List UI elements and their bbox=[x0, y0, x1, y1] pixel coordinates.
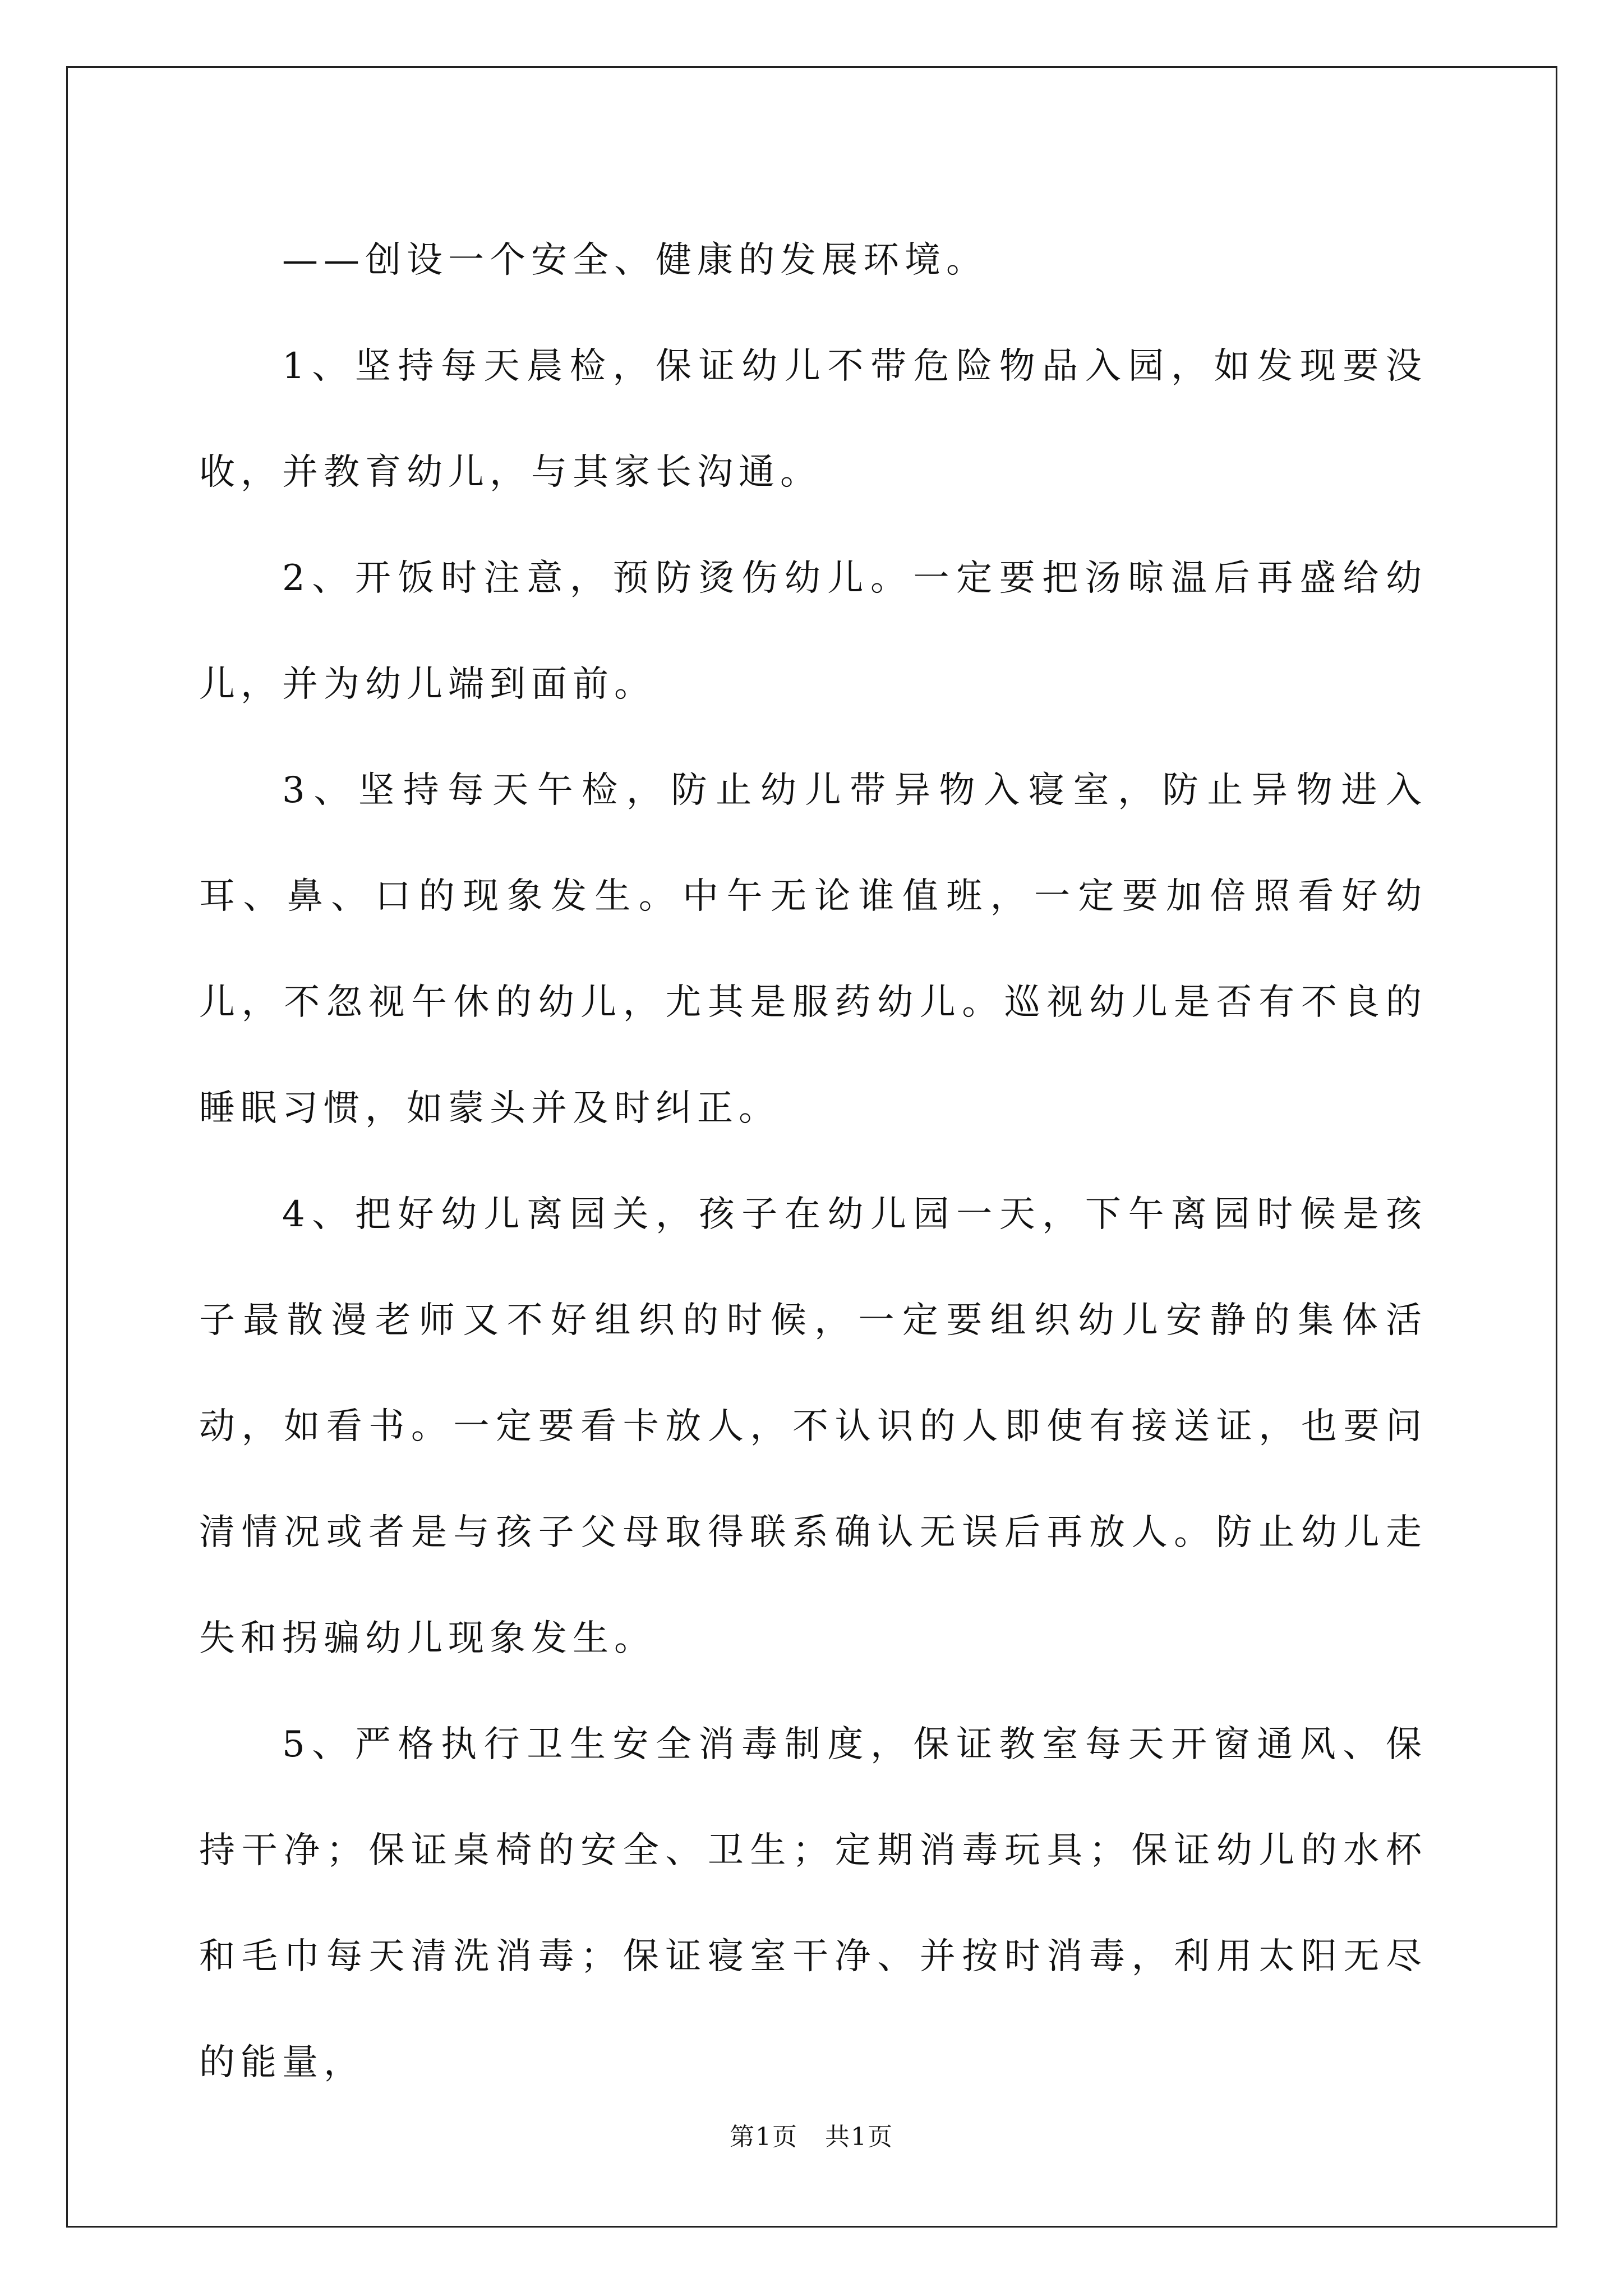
paragraph-5: 5、严格执行卫生安全消毒制度，保证教室每天开窗通风、保持干净；保证桌椅的安全、卫生；定期消毒玩具；保证幼儿的水杯和毛巾每天清洗消毒；保证寝室干净、并按时消毒，利用太阳无尽的能量， bbox=[199, 1724, 1427, 2083]
paragraph-4: 4、把好幼儿离园关，孩子在幼儿园一天，下午离园时候是孩子最散漫老师又不好组织的时候，一定要组织幼儿安静的集体活动，如看书。一定要看卡放人，不认识的人即使有接送证，也要问清情况或者是与孩子父母取得联系确认无误后再放人。防止幼儿走失和拐骗幼儿现象发生。 bbox=[199, 1194, 1427, 1659]
document-body bbox=[199, 208, 1427, 2116]
paragraph-1: 1、坚持每天晨检，保证幼儿不带危险物品入园，如发现要没收，并教育幼儿，与其家长沟通。 bbox=[199, 346, 1427, 493]
paragraph-2: 2、开饭时注意，预防烫伤幼儿。一定要把汤晾温后再盛给幼儿，并为幼儿端到面前。 bbox=[199, 558, 1427, 705]
paragraph-intro: ——创设一个安全、健康的发展环境。 bbox=[282, 240, 988, 281]
page-footer: 第1页 共1页 bbox=[730, 2123, 893, 2151]
paragraph-3: 3、坚持每天午检，防止幼儿带异物入寝室，防止异物进入耳、鼻、口的现象发生。中午无论谁值班，一定要加倍照看好幼儿，不忽视午休的幼儿，尤其是服药幼儿。巡视幼儿是否有不良的睡眠习惯，如蒙头并及时纠正。 bbox=[199, 770, 1427, 1129]
